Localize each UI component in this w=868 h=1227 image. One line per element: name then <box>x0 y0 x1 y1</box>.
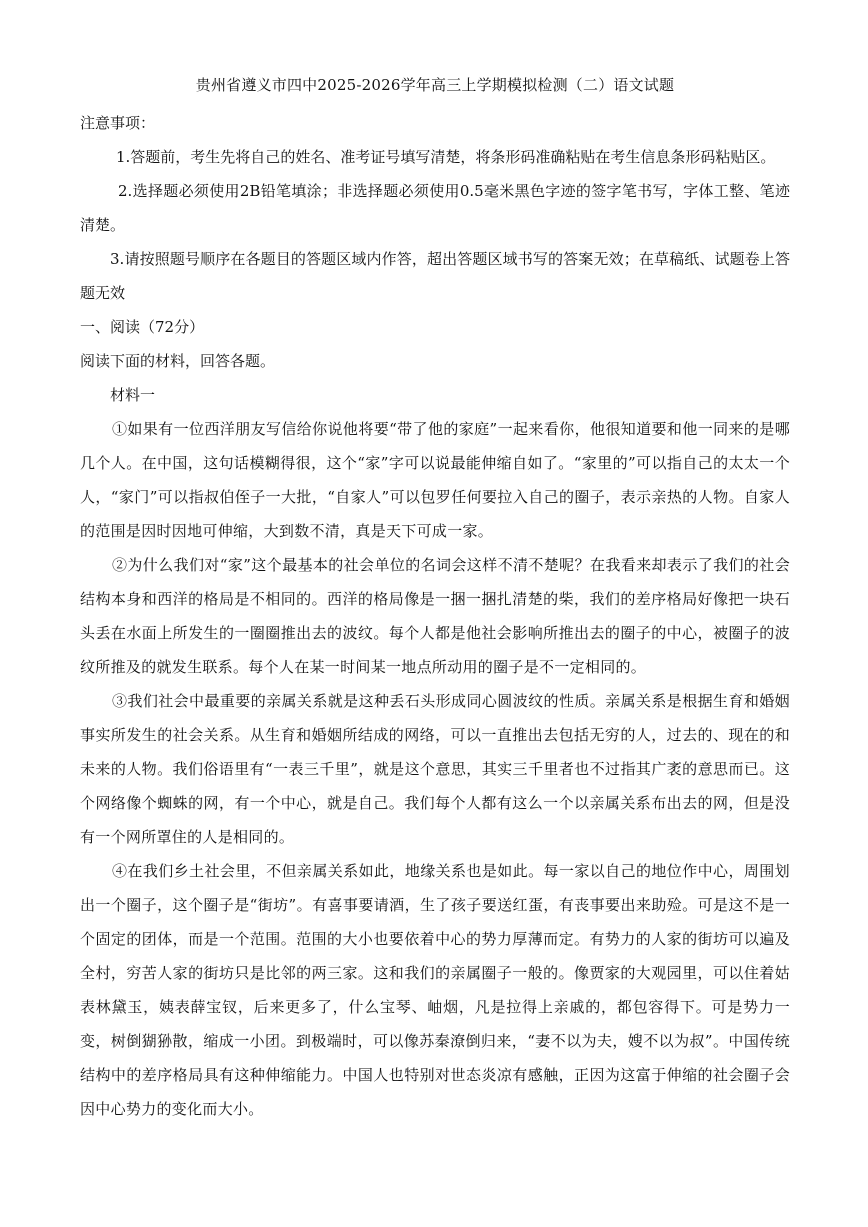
notice-heading: 注意事项： <box>80 114 156 132</box>
paragraph-3: ③我们社会中最重要的亲属关系就是这种丢石头形成同心圆波纹的性质。亲属关系是根据生育和婚姻事实所发生的社会关系。从生育和婚姻所结成的网络，可以一直推出去包括无穷的人，过去的、现在的和未来的人物。我们俗语里有“一表三千里”，就是这个意思，其实三千里者也不过指其广袤的意思而已。这个网络像个蜘蛛的网，有一个中心，就是自己。我们每个人都有这么一个以亲属关系布出去的网，但是没有一个网所罩住的人是相同的。 <box>80 692 790 846</box>
material-label: 材料一 <box>110 386 156 404</box>
paragraph-2: ②为什么我们对“家”这个最基本的社会单位的名词会这样不清不楚呢？在我看来却表示了我们的社会结构本身和西洋的格局是不相同的。西洋的格局像是一捆一捆扎清楚的柴，我们的差序格局好像把一块石头丢在水面上所发生的一圈圈推出去的波纹。每个人都是他社会影响所推出去的圈子的中心，被圈子的波纹所推及的就发生联系。每个人在某一时间某一地点所动用的圈子是不一定相同的。 <box>80 556 790 676</box>
section-heading: 一、阅读（72分） <box>80 318 205 336</box>
notice-item-3: 3.请按照题号顺序在各题目的答题区域内作答，超出答题区域书写的答案无效；在草稿纸、试题卷上答题无效 <box>80 250 790 302</box>
notice-item-1: 1.答题前，考生先将自己的姓名、准考证号填写清楚，将条形码准确粘贴在考生信息条形码粘贴区。 <box>116 148 776 166</box>
exam-page <box>80 72 790 1126</box>
reading-instruction: 阅读下面的材料，回答各题。 <box>80 352 276 370</box>
notice-item-2: 2.选择题必须使用2B铅笔填涂；非选择题必须使用0.5毫米黑色字迹的签字笔书写，字体工整、笔迹清楚。 <box>80 182 790 234</box>
paragraph-1: ①如果有一位西洋朋友写信给你说他将要“带了他的家庭”一起来看你，他很知道要和他一同来的是哪几个人。在中国，这句话模糊得很，这个“家”字可以说最能伸缩自如了。“家里的”可以指自己的太太一个人，“家门”可以指叔伯侄子一大批，“自家人”可以包罗任何要拉入自己的圈子，表示亲热的人物。自家人的范围是因时因地可伸缩，大到数不清，真是天下可成一家。 <box>80 420 790 540</box>
document-title: 贵州省遵义市四中2025-2026学年高三上学期模拟检测（二）语文试题 <box>195 76 675 94</box>
paragraph-4: ④在我们乡土社会里，不但亲属关系如此，地缘关系也是如此。每一家以自己的地位作中心，周围划出一个圈子，这个圈子是“街坊”。有喜事要请酒，生了孩子要送红蛋，有丧事要出来助殓。可是这不是一个固定的团体，而是一个范围。范围的大小也要依着中心的势力厚薄而定。有势力的人家的街坊可以遍及全村，穷苦人家的街坊只是比邻的两三家。这和我们的亲属圈子一般的。像贾家的大观园里，可以住着姑表林黛玉，姨表薛宝钗，后来更多了，什么宝琴、岫烟，凡是拉得上亲戚的，都包容得下。可是势力一变，树倒猢狲散，缩成一小团。到极端时，可以像苏秦潦倒归来，“妻不以为夫，嫂不以为叔”。中国传统结构中的差序格局具有这种伸缩能力。中国人也特别对世态炎凉有感触，正因为这富于伸缩的社会圈子会因中心势力的变化而大小。 <box>80 862 790 1118</box>
